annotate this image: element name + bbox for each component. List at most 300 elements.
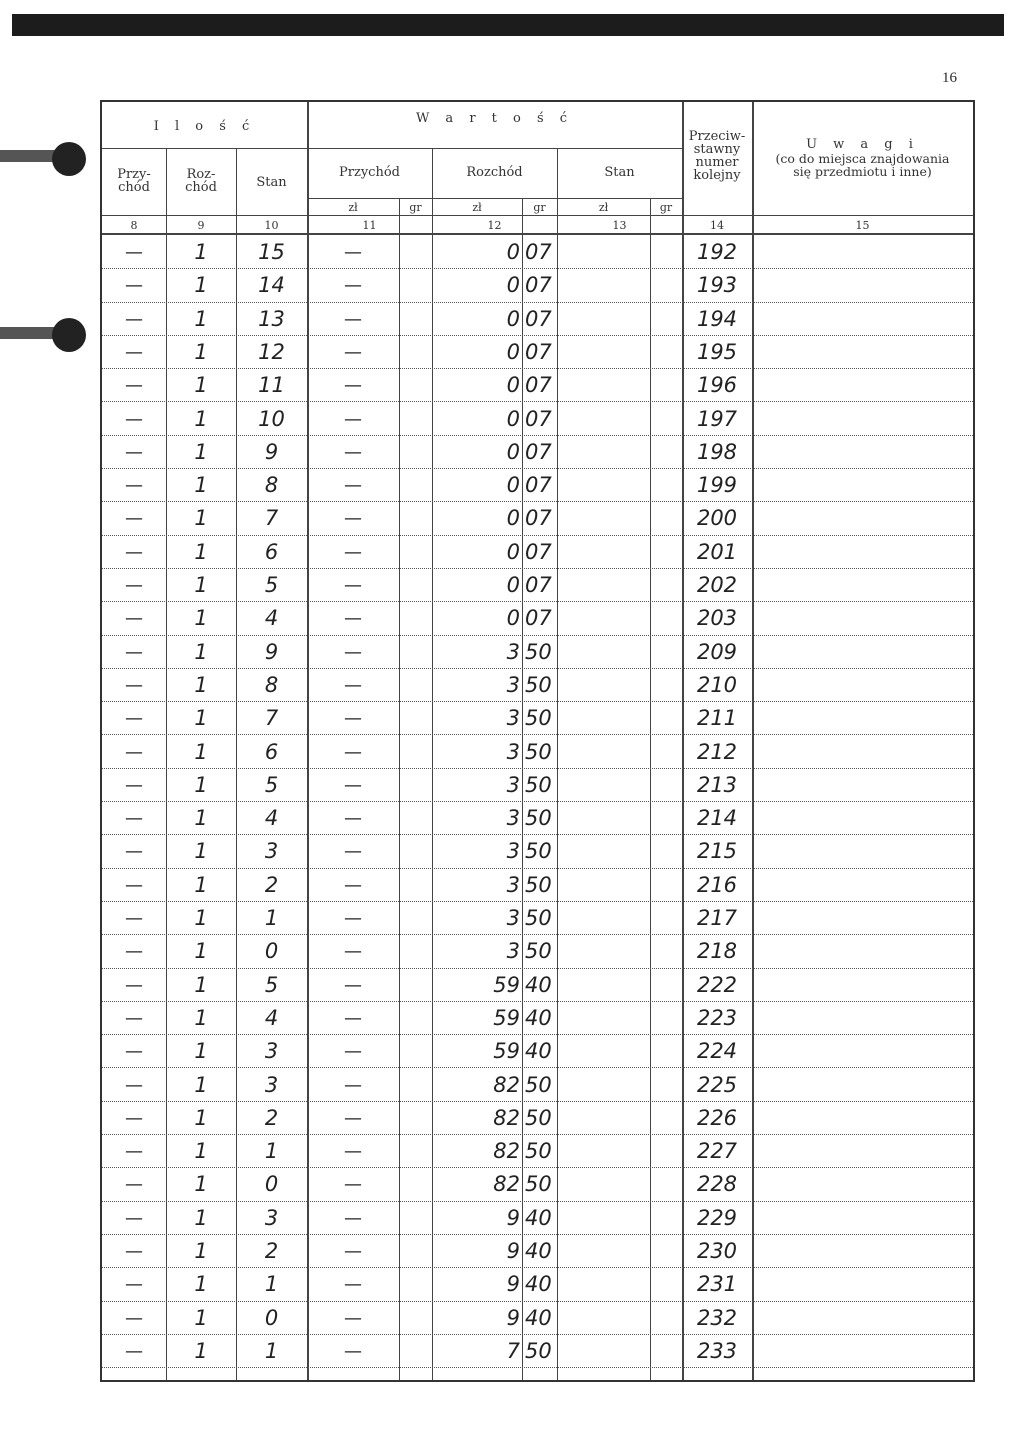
- rozchod-gr-cell: 50: [525, 1338, 552, 1363]
- header-gr: gr: [533, 201, 546, 214]
- przychod-qty-cell: —: [125, 641, 143, 663]
- numer-kolejny-cell: 229: [696, 1205, 738, 1230]
- rozchod-zl-cell: 7: [506, 1338, 520, 1363]
- rozchod-gr-cell: 50: [525, 872, 552, 897]
- przychod-qty-cell: —: [125, 1207, 143, 1229]
- rozchod-gr-cell: 50: [525, 1072, 552, 1097]
- przychod-qty-cell: —: [125, 308, 143, 330]
- przychod-value-cell: —: [344, 941, 362, 963]
- rozchod-qty-cell: 1: [194, 473, 208, 498]
- rozchod-zl-cell: 3: [506, 839, 520, 864]
- przychod-value-cell: —: [344, 674, 362, 696]
- przychod-qty-cell: —: [125, 375, 143, 397]
- stan-qty-cell: 1: [264, 1272, 279, 1297]
- header-zl: zł: [598, 201, 609, 214]
- przychod-value-cell: —: [344, 1007, 362, 1029]
- table-row: [102, 569, 973, 602]
- numer-kolejny-cell: 230: [696, 1239, 738, 1263]
- rozchod-gr-cell: 07: [525, 473, 552, 498]
- przychod-value-cell: —: [344, 341, 362, 363]
- header-gr: gr: [409, 201, 422, 214]
- header-rozchod-qty: Roz- chód: [185, 167, 217, 195]
- przychod-value-cell: —: [344, 1174, 362, 1196]
- przychod-qty-cell: —: [125, 1107, 143, 1129]
- rozchod-gr-cell: 50: [525, 806, 552, 831]
- rozchod-gr-cell: 07: [525, 373, 552, 398]
- przychod-qty-cell: —: [125, 941, 143, 963]
- stan-qty-cell: 4: [264, 1005, 279, 1030]
- przychod-value-cell: —: [344, 541, 362, 563]
- rozchod-gr-cell: 07: [525, 573, 552, 597]
- rozchod-qty-cell: 1: [194, 1139, 208, 1164]
- przychod-value-cell: —: [344, 1107, 362, 1129]
- table-row: [102, 736, 973, 769]
- rozchod-gr-cell: 50: [525, 672, 552, 697]
- header-divider: [307, 198, 682, 199]
- stan-qty-cell: 3: [264, 1205, 279, 1230]
- page-number: 16: [942, 70, 957, 86]
- header-stan-qty: Stan: [256, 175, 287, 190]
- stan-qty-cell: 6: [264, 539, 279, 564]
- rozchod-gr-cell: 50: [525, 939, 552, 964]
- numer-kolejny-cell: 225: [696, 1072, 738, 1097]
- rozchod-zl-cell: 3: [506, 772, 520, 797]
- column-number: 8: [130, 219, 138, 232]
- przychod-value-cell: —: [344, 741, 362, 763]
- rozchod-zl-cell: 59: [493, 1005, 520, 1030]
- rozchod-zl-cell: 0: [506, 273, 520, 298]
- rozchod-qty-cell: 1: [194, 1305, 208, 1330]
- table-row: [102, 902, 973, 935]
- rozchod-gr-cell: 50: [525, 772, 552, 797]
- numer-kolejny-cell: 222: [696, 972, 738, 997]
- rozchod-qty-cell: 1: [194, 1272, 208, 1297]
- przychod-qty-cell: —: [125, 608, 143, 630]
- rozchod-zl-cell: 3: [506, 639, 520, 664]
- table-row: [102, 336, 973, 369]
- rozchod-gr-cell: 50: [525, 1105, 552, 1130]
- rozchod-zl-cell: 59: [493, 972, 520, 997]
- header-przeciwstawny: Przeciw- stawny numer kolejny: [688, 129, 746, 183]
- stan-qty-cell: 8: [264, 473, 279, 498]
- przychod-qty-cell: —: [125, 541, 143, 563]
- rozchod-zl-cell: 82: [493, 1072, 520, 1097]
- stan-qty-cell: 11: [258, 373, 285, 398]
- przychod-qty-cell: —: [125, 908, 143, 929]
- table-row: [102, 303, 973, 336]
- przychod-qty-cell: —: [125, 275, 143, 297]
- column-number: 12: [487, 219, 502, 232]
- przychod-value-cell: —: [344, 908, 362, 929]
- rozchod-qty-cell: 1: [194, 1105, 208, 1130]
- rozchod-zl-cell: 3: [506, 706, 520, 731]
- numer-kolejny-cell: 192: [696, 240, 738, 264]
- przychod-value-cell: —: [344, 808, 362, 830]
- rozchod-qty-cell: 1: [194, 706, 208, 731]
- stan-qty-cell: 6: [264, 739, 279, 764]
- stan-qty-cell: 5: [264, 573, 279, 597]
- przychod-qty-cell: —: [125, 341, 143, 363]
- rozchod-zl-cell: 3: [506, 872, 520, 897]
- table-row: [102, 502, 973, 535]
- header-uwagi: U w a g i: [806, 137, 919, 152]
- rozchod-qty-cell: 1: [194, 772, 208, 797]
- przychod-qty-cell: —: [125, 674, 143, 696]
- rozchod-zl-cell: 0: [506, 339, 520, 364]
- numer-kolejny-cell: 214: [696, 806, 738, 831]
- przychod-value-cell: —: [344, 708, 362, 730]
- przychod-value-cell: —: [344, 1041, 362, 1063]
- numer-kolejny-cell: 210: [696, 672, 738, 697]
- rozchod-qty-cell: 1: [194, 439, 208, 464]
- rozchod-zl-cell: 3: [506, 672, 520, 697]
- header-zl: zł: [472, 201, 482, 214]
- stan-qty-cell: 2: [264, 872, 279, 897]
- rozchod-gr-cell: 50: [525, 839, 552, 864]
- numer-kolejny-cell: 202: [696, 573, 738, 597]
- numer-kolejny-cell: 198: [696, 439, 738, 464]
- header-rozchod-val: Rozchód: [466, 165, 523, 180]
- rozchod-gr-cell: 07: [525, 439, 552, 464]
- przychod-value-cell: —: [344, 1141, 362, 1163]
- rozchod-gr-cell: 40: [525, 1239, 552, 1263]
- numer-kolejny-cell: 201: [696, 539, 738, 564]
- rozchod-qty-cell: 1: [194, 939, 208, 964]
- przychod-value-cell: —: [344, 408, 362, 430]
- stan-qty-cell: 4: [264, 606, 279, 631]
- stan-qty-cell: 3: [264, 1039, 279, 1064]
- przychod-qty-cell: —: [125, 1007, 143, 1029]
- przychod-qty-cell: —: [125, 408, 143, 430]
- rozchod-qty-cell: 1: [194, 972, 208, 997]
- przychod-value-cell: —: [344, 475, 362, 497]
- column-number: 10: [264, 219, 279, 232]
- numer-kolejny-cell: 224: [696, 1039, 738, 1064]
- rozchod-zl-cell: 9: [506, 1305, 520, 1330]
- rozchod-zl-cell: 0: [506, 406, 520, 431]
- stan-qty-cell: 2: [264, 1239, 279, 1263]
- rozchod-zl-cell: 0: [506, 240, 520, 264]
- przychod-qty-cell: —: [125, 1274, 143, 1296]
- rozchod-qty-cell: 1: [194, 1005, 208, 1030]
- stan-qty-cell: 14: [258, 273, 285, 298]
- binder-hole-top: [52, 142, 86, 176]
- scan-top-edge: [12, 14, 1004, 36]
- przychod-qty-cell: —: [125, 508, 143, 530]
- numer-kolejny-cell: 227: [696, 1139, 738, 1164]
- rozchod-qty-cell: 1: [194, 1172, 208, 1197]
- table-row: [102, 769, 973, 802]
- stan-qty-cell: 8: [264, 672, 279, 697]
- rozchod-gr-cell: 40: [525, 1005, 552, 1030]
- rozchod-zl-cell: 0: [506, 473, 520, 498]
- rozchod-qty-cell: 1: [194, 240, 208, 264]
- stan-qty-cell: 13: [258, 306, 285, 331]
- numer-kolejny-cell: 216: [696, 872, 738, 897]
- numer-kolejny-cell: 212: [696, 739, 738, 764]
- stan-qty-cell: 9: [264, 439, 279, 464]
- table-row: [102, 1235, 973, 1268]
- przychod-value-cell: —: [344, 1207, 362, 1229]
- numer-kolejny-cell: 199: [696, 473, 738, 498]
- rozchod-qty-cell: 1: [194, 639, 208, 664]
- table-row: [102, 269, 973, 302]
- przychod-qty-cell: —: [125, 974, 143, 996]
- rozchod-gr-cell: 07: [525, 240, 552, 264]
- przychod-value-cell: —: [344, 375, 362, 397]
- numer-kolejny-cell: 213: [696, 772, 738, 797]
- stan-qty-cell: 7: [264, 506, 279, 531]
- numer-kolejny-cell: 217: [696, 906, 738, 930]
- numer-kolejny-cell: 203: [696, 606, 738, 631]
- table-row: [102, 802, 973, 835]
- przychod-value-cell: —: [344, 974, 362, 996]
- column-number: 15: [855, 219, 870, 232]
- numer-kolejny-cell: 232: [696, 1305, 738, 1330]
- stan-qty-cell: 1: [264, 1139, 279, 1164]
- rozchod-zl-cell: 82: [493, 1172, 520, 1197]
- header-uwagi-sub: (co do miejsca znajdowania się przedmiotu i inne): [775, 151, 950, 179]
- table-row: [102, 536, 973, 569]
- stan-qty-cell: 5: [264, 772, 279, 797]
- table-row: [102, 835, 973, 868]
- rozchod-qty-cell: 1: [194, 539, 208, 564]
- rozchod-zl-cell: 82: [493, 1105, 520, 1130]
- stan-qty-cell: 0: [264, 939, 279, 964]
- rozchod-zl-cell: 3: [506, 806, 520, 831]
- stan-qty-cell: 5: [264, 972, 279, 997]
- przychod-qty-cell: —: [125, 708, 143, 730]
- stan-qty-cell: 1: [264, 1338, 279, 1363]
- przychod-qty-cell: —: [125, 808, 143, 830]
- column-number: 14: [710, 219, 724, 232]
- table-row: [102, 1302, 973, 1335]
- przychod-value-cell: —: [344, 774, 362, 796]
- przychod-qty-cell: —: [125, 475, 143, 497]
- stan-qty-cell: 9: [264, 639, 279, 664]
- table-row: [102, 669, 973, 702]
- rozchod-zl-cell: 0: [506, 439, 520, 464]
- numer-kolejny-cell: 223: [696, 1005, 738, 1030]
- stan-qty-cell: 2: [264, 1105, 279, 1130]
- przychod-value-cell: —: [344, 874, 362, 896]
- rozchod-qty-cell: 1: [194, 573, 208, 597]
- header-przychod-val: Przychód: [339, 165, 400, 180]
- table-row: [102, 636, 973, 669]
- rozchod-qty-cell: 1: [194, 672, 208, 697]
- przychod-qty-cell: —: [125, 1074, 143, 1096]
- przychod-value-cell: —: [344, 308, 362, 330]
- rozchod-gr-cell: 07: [525, 406, 552, 431]
- table-row: [102, 1268, 973, 1301]
- rozchod-zl-cell: 9: [506, 1239, 520, 1263]
- column-number: 13: [612, 219, 627, 232]
- rozchod-qty-cell: 1: [194, 339, 208, 364]
- table-row: [102, 1168, 973, 1201]
- rozchod-gr-cell: 50: [525, 906, 552, 930]
- stan-qty-cell: 15: [258, 240, 285, 264]
- table-row: [102, 403, 973, 436]
- numer-kolejny-cell: 233: [696, 1338, 738, 1363]
- rozchod-gr-cell: 07: [525, 339, 552, 364]
- numer-kolejny-cell: 197: [696, 406, 738, 431]
- binder-hole-bottom: [52, 318, 86, 352]
- rozchod-gr-cell: 50: [525, 706, 552, 731]
- numer-kolejny-cell: 231: [696, 1272, 738, 1297]
- numer-kolejny-cell: 228: [696, 1172, 738, 1197]
- rozchod-qty-cell: 1: [194, 1239, 208, 1263]
- przychod-value-cell: —: [344, 1307, 362, 1329]
- header-przychod-qty: Przy- chód: [117, 167, 151, 195]
- rozchod-zl-cell: 9: [506, 1272, 520, 1297]
- table-row: [102, 935, 973, 968]
- rozchod-qty-cell: 1: [194, 806, 208, 831]
- rozchod-gr-cell: 07: [525, 306, 552, 331]
- rozchod-zl-cell: 0: [506, 306, 520, 331]
- rozchod-zl-cell: 3: [506, 906, 520, 930]
- rozchod-gr-cell: 40: [525, 1305, 552, 1330]
- table-row: [102, 369, 973, 402]
- przychod-value-cell: —: [344, 575, 362, 596]
- numer-kolejny-cell: 215: [696, 839, 738, 864]
- rozchod-gr-cell: 40: [525, 1039, 552, 1064]
- rozchod-qty-cell: 1: [194, 906, 208, 930]
- rozchod-qty-cell: 1: [194, 1039, 208, 1064]
- przychod-qty-cell: —: [125, 1141, 143, 1163]
- rozchod-qty-cell: 1: [194, 373, 208, 398]
- rozchod-gr-cell: 07: [525, 606, 552, 631]
- table-row: [102, 1102, 973, 1135]
- stan-qty-cell: 3: [264, 1072, 279, 1097]
- rozchod-gr-cell: 50: [525, 739, 552, 764]
- przychod-qty-cell: —: [125, 1041, 143, 1063]
- header-stan-val: Stan: [604, 165, 635, 180]
- rozchod-qty-cell: 1: [194, 273, 208, 298]
- header-wartosc: W a r t o ś ć: [415, 111, 574, 126]
- table-row: [102, 436, 973, 469]
- header-divider: [102, 148, 682, 149]
- przychod-value-cell: —: [344, 1074, 362, 1096]
- header-gr: gr: [659, 201, 673, 214]
- numer-kolejny-cell: 196: [696, 373, 738, 398]
- stan-qty-cell: 4: [264, 806, 279, 831]
- rozchod-qty-cell: 1: [194, 1205, 208, 1230]
- rozchod-zl-cell: 0: [506, 606, 520, 631]
- rozchod-qty-cell: 1: [194, 506, 208, 531]
- stan-qty-cell: 3: [264, 839, 279, 864]
- przychod-value-cell: —: [344, 641, 362, 663]
- rozchod-zl-cell: 9: [506, 1205, 520, 1230]
- rozchod-gr-cell: 40: [525, 1272, 552, 1297]
- table-row: [102, 869, 973, 902]
- numer-kolejny-cell: 209: [696, 639, 738, 664]
- rozchod-zl-cell: 0: [506, 573, 520, 597]
- przychod-value-cell: —: [344, 1241, 362, 1262]
- rozchod-qty-cell: 1: [194, 739, 208, 764]
- rozchod-gr-cell: 50: [525, 1139, 552, 1164]
- table-row: [102, 702, 973, 735]
- numer-kolejny-cell: 200: [696, 506, 738, 531]
- rozchod-zl-cell: 0: [506, 373, 520, 398]
- table-row: [102, 1202, 973, 1235]
- rozchod-zl-cell: 59: [493, 1039, 520, 1064]
- column-number: 11: [362, 219, 377, 232]
- table-row: [102, 1335, 973, 1368]
- rozchod-zl-cell: 3: [506, 739, 520, 764]
- table-row: [102, 602, 973, 635]
- numer-kolejny-cell: 211: [696, 706, 738, 731]
- numer-kolejny-cell: 226: [696, 1105, 738, 1130]
- ledger-sheet: [100, 100, 975, 1382]
- table-row: [102, 1002, 973, 1035]
- rozchod-gr-cell: 07: [525, 273, 552, 298]
- header-divider: [102, 233, 973, 235]
- rozchod-gr-cell: 50: [525, 1172, 552, 1197]
- przychod-qty-cell: —: [125, 1307, 143, 1329]
- table-row: [102, 1069, 973, 1102]
- header-zl: zł: [348, 201, 358, 214]
- przychod-qty-cell: —: [125, 741, 143, 763]
- stan-qty-cell: 12: [258, 339, 285, 364]
- stan-qty-cell: 0: [264, 1172, 279, 1197]
- przychod-qty-cell: —: [125, 575, 143, 596]
- table-row: [102, 969, 973, 1002]
- rozchod-zl-cell: 0: [506, 506, 520, 531]
- numer-kolejny-cell: 195: [696, 339, 738, 364]
- rozchod-zl-cell: 3: [506, 939, 520, 964]
- table-row: [102, 469, 973, 502]
- przychod-qty-cell: —: [125, 441, 143, 463]
- table-row: [102, 236, 973, 269]
- rozchod-gr-cell: 50: [525, 639, 552, 664]
- numer-kolejny-cell: 218: [696, 939, 738, 964]
- przychod-qty-cell: —: [125, 874, 143, 896]
- stan-qty-cell: 1: [264, 906, 279, 930]
- rozchod-gr-cell: 07: [525, 539, 552, 564]
- rozchod-qty-cell: 1: [194, 306, 208, 331]
- rozchod-gr-cell: 07: [525, 506, 552, 531]
- header-divider: [102, 215, 973, 216]
- stan-qty-cell: 10: [258, 406, 285, 431]
- stan-qty-cell: 7: [264, 706, 279, 731]
- przychod-qty-cell: —: [125, 774, 143, 796]
- header-ilosc: I l o ś ć: [153, 119, 256, 134]
- przychod-qty-cell: —: [125, 1340, 143, 1362]
- przychod-value-cell: —: [344, 275, 362, 297]
- przychod-qty-cell: —: [125, 242, 143, 263]
- rozchod-zl-cell: 82: [493, 1139, 520, 1164]
- przychod-qty-cell: —: [125, 1174, 143, 1196]
- przychod-value-cell: —: [344, 1274, 362, 1296]
- przychod-value-cell: —: [344, 508, 362, 530]
- przychod-value-cell: —: [344, 441, 362, 463]
- rozchod-qty-cell: 1: [194, 606, 208, 631]
- rozchod-qty-cell: 1: [194, 872, 208, 897]
- rozchod-qty-cell: 1: [194, 1338, 208, 1363]
- table-row: [102, 1135, 973, 1168]
- rozchod-zl-cell: 0: [506, 539, 520, 564]
- table-row: [102, 1035, 973, 1068]
- rozchod-gr-cell: 40: [525, 1205, 552, 1230]
- stan-qty-cell: 0: [264, 1305, 279, 1330]
- rozchod-qty-cell: 1: [194, 1072, 208, 1097]
- numer-kolejny-cell: 194: [696, 306, 738, 331]
- przychod-value-cell: —: [344, 1340, 362, 1362]
- rozchod-qty-cell: 1: [194, 406, 208, 431]
- rozchod-gr-cell: 40: [525, 972, 552, 997]
- numer-kolejny-cell: 193: [696, 273, 738, 298]
- przychod-qty-cell: —: [125, 1241, 143, 1262]
